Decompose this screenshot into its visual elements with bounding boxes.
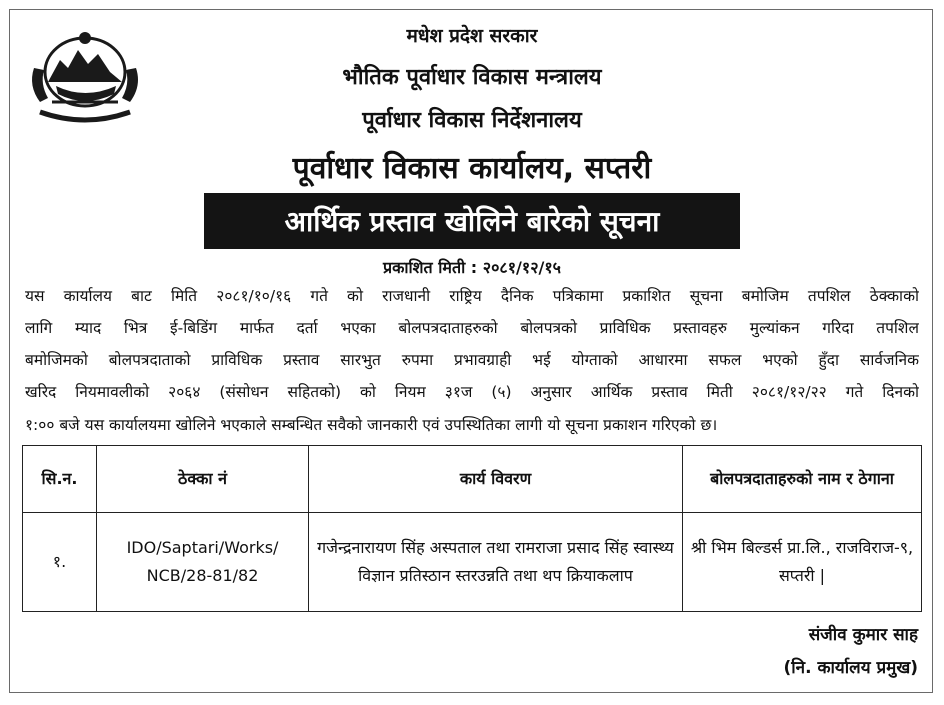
ministry-name: भौतिक पूर्वाधार विकास मन्त्रालय — [342, 65, 602, 90]
notice-title-banner — [204, 193, 740, 249]
table-header-row — [23, 446, 922, 513]
cell-bidder: श्री भिम बिल्डर्स प्रा.लि., राजविराज-९, सप्तरी | — [683, 513, 922, 612]
signatory-title: (नि. कार्यालय प्रमुख) — [783, 658, 918, 678]
cell-contract-no: IDO/Saptari/Works/ NCB/28-81/82 — [97, 513, 309, 612]
office-name: पूर्वाधार विकास कार्यालय, सप्तरी — [292, 151, 652, 186]
directorate-name: पूर्वाधार विकास निर्देशनालय — [362, 108, 582, 133]
table-row — [23, 513, 922, 612]
body-line: लागि म्याद भित्र ई-बिडिंग मार्फत दर्ता भएका बोलपत्रदाताहरुको बोलपत्रको प्राविधिक प्रस्तावहरु मुल्यांकन गरिदा तपशिल — [25, 319, 919, 337]
published-date: प्रकाशित मिती : २०८१/१२/१५ — [382, 258, 561, 277]
government-name: मधेश प्रदेश सरकार — [406, 25, 538, 47]
column-header-bidder: बोलपत्रदाताहरुको नाम र ठेगाना — [683, 446, 922, 513]
column-header-description: कार्य विवरण — [309, 446, 683, 513]
tender-table — [22, 445, 922, 612]
body-line: यस कार्यालय बाट मिति २०८१/१०/१६ गते को राजधानी राष्ट्रिय दैनिक पत्रिकामा प्रकाशित सूचना बमोजिम तपशिल ठेक्काको — [25, 287, 919, 305]
body-line: बमोजिमको बोलपत्रदाताको प्राविधिक प्रस्ताव सारभुत रुपमा प्रभावग्राही भई योग्ताको आधारमा सफल भएको हुँदा सार्वजनिक — [25, 351, 919, 369]
body-line: खरिद नियमावलीको २०६४ (संसोधन सहितको) को नियम ३१ज (५) अनुसार आर्थिक प्रस्ताव मिती २०८१/१२/२२ गते दिनको — [25, 383, 919, 401]
notice-title: आर्थिक प्रस्ताव खोलिने बारेको सूचना — [284, 205, 660, 238]
column-header-contract-no: ठेक्का नं — [97, 446, 309, 513]
body-line: १:०० बजे यस कार्यालयमा खोलिने भएकाले सम्बन्धित सवैको जानकारी एवं उपस्थितिका लागी यो सूचना प्रकाशन गरिएको छ। — [25, 416, 718, 434]
cell-description: गजेन्द्रनारायण सिंह अस्पताल तथा रामराजा प्रसाद सिंह स्वास्थ्य विज्ञान प्रतिस्ठान स्तरउन्नति तथा थप क्रियाकलाप — [309, 513, 683, 612]
signatory-name: संजीव कुमार साह — [808, 625, 918, 645]
cell-sn: १. — [23, 513, 97, 612]
column-header-sn: सि.न. — [23, 446, 97, 513]
